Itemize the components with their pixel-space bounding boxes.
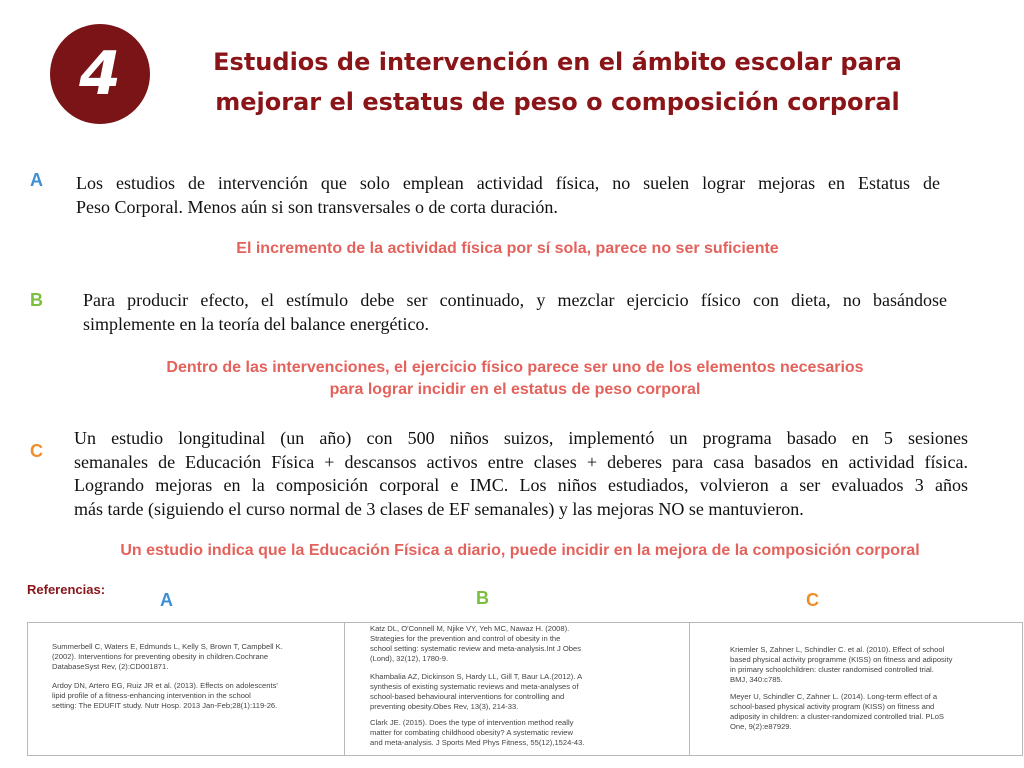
reference-entry — [52, 642, 324, 672]
reference-line: school-based physical activity program (KISS) on fitness and — [730, 702, 935, 711]
references-letter-c: C — [806, 590, 819, 610]
section-a-line: Los estudios de intervención que solo emplean actividad física, no suelen lograr mejoras en Estatus de — [76, 173, 940, 193]
section-b-letter: B — [30, 290, 43, 310]
section-c-line: Logrando mejoras en la composición corporal e IMC. Los niños estudiados, volvieron a ser evaluados 3 años — [74, 475, 968, 495]
reference-line: BMJ, 340:c785. — [730, 675, 783, 684]
reference-line: in primary schoolchildren: cluster randomised controlled trial. — [730, 665, 934, 674]
section-c-line: Un estudio longitudinal (un año) con 500 niños suizos, implementó un programa basado en 5 sesiones — [74, 428, 968, 448]
reference-line: Strategies for the prevention and control of obesity in the — [370, 634, 561, 643]
reference-line: school-based behavioural interventions for controlling and — [370, 692, 565, 701]
section-a-letter: A — [30, 170, 43, 190]
reference-line: Khambalia AZ, Dickinson S, Hardy LL, Gill T, Baur LA.(2012). A — [370, 672, 583, 681]
title-line-2: mejorar el estatus de peso o composición corporal — [215, 88, 900, 116]
reference-line: (Lond), 32(12), 1780-9. — [370, 654, 449, 663]
reference-entry — [52, 681, 324, 711]
reference-entry — [370, 672, 642, 712]
section-c-line: más tarde (siguiendo el curso normal de 3 clases de EF semanales) y las mejoras NO se mantuvieron. — [74, 498, 804, 519]
reference-line: Meyer U, Schindler C, Zahner L. (2014). Long-term effect of a — [730, 692, 938, 701]
section-c-highlight: Un estudio indica que la Educación Física a diario, puede incidir en la mejora de la composición corporal — [120, 542, 920, 559]
reference-line: setting: The EDUFIT study. Nutr Hosp. 2013 Jan-Feb;28(1):119-26. — [52, 701, 278, 710]
slide-title — [200, 42, 915, 122]
section-a-text — [76, 172, 940, 219]
section-b-line: Para producir efecto, el estímulo debe ser continuado, y mezclar ejercicio físico con dieta, no basándose — [83, 290, 947, 310]
section-a-line: Peso Corporal. Menos aún si son transversales o de corta duración. — [76, 196, 558, 217]
reference-line: Summerbell C, Waters E, Edmunds L, Kelly S, Brown T, Campbell K. — [52, 642, 283, 651]
reference-line: based physical activity programme (KISS) on fitness and adiposity — [730, 655, 953, 664]
references-column-a — [28, 623, 345, 755]
section-b-text — [83, 289, 947, 336]
reference-line: school setting: systematic review and meta-analysis.Int J Obes — [370, 644, 582, 653]
reference-line: synthesis of existing systematic reviews and meta-analyses of — [370, 682, 579, 691]
reference-line: DatabaseSyst Rev, (2):CD001871. — [52, 662, 169, 671]
references-column-c — [690, 623, 1022, 755]
reference-line: matter for combating childhood obesity? A systematic review — [370, 728, 574, 737]
title-line-1: Estudios de intervención en el ámbito escolar para — [213, 48, 902, 76]
section-b-highlight — [100, 357, 930, 401]
reference-entry — [370, 624, 642, 664]
section-b-line: simplemente en la teoría del balance energético. — [83, 313, 430, 334]
reference-line: preventing obesity.Obes Rev, 13(3), 214-33. — [370, 702, 519, 711]
section-b-highlight-line: Dentro de las intervenciones, el ejercicio físico parece ser uno de los elementos necesarios — [166, 359, 864, 376]
references-table — [27, 622, 1023, 756]
reference-line: Katz DL, O'Connell M, Njike VY, Yeh MC, Nawaz H. (2008). — [370, 624, 570, 633]
reference-line: lipid profile of a fitness-enhancing intervention in the school — [52, 691, 251, 700]
reference-entry — [730, 692, 974, 732]
reference-line: and meta-analysis. J Sports Med Phys Fitness, 55(12),1524-43. — [370, 738, 585, 747]
section-c-letter: C — [30, 441, 43, 461]
reference-entry — [730, 645, 974, 685]
references-label: Referencias: — [27, 582, 106, 597]
reference-line: Ardoy DN, Artero EG, Ruiz JR et al. (2013). Effects on adolescents' — [52, 681, 278, 690]
section-c-line: semanales de Educación Física + descansos activos entre clases + deberes para casa basados en actividad física. — [74, 451, 968, 472]
section-c-text — [74, 427, 968, 521]
reference-line: adiposity in children: a cluster-randomized controlled trial. PLoS — [730, 712, 944, 721]
reference-line: One, 9(2):e87929. — [730, 722, 792, 731]
references-letter-a: A — [160, 590, 173, 610]
slide-number-badge — [50, 24, 150, 124]
reference-entry — [370, 718, 642, 748]
section-b-highlight-line: para lograr incidir en el estatus de peso corporal — [329, 381, 701, 398]
reference-line: Kriemler S, Zahner L, Schindler C. et al. (2010). Effect of school — [730, 645, 945, 654]
reference-line: Clark JE. (2015). Does the type of intervention method really — [370, 718, 574, 727]
section-a-highlight: El incremento de la actividad física por sí sola, parece no ser suficiente — [236, 240, 779, 257]
references-column-b — [345, 623, 690, 755]
reference-line: (2002). Interventions for preventing obesity in children.Cochrane — [52, 652, 269, 661]
references-letter-b: B — [476, 588, 489, 608]
slide-number: 4 — [79, 39, 121, 109]
